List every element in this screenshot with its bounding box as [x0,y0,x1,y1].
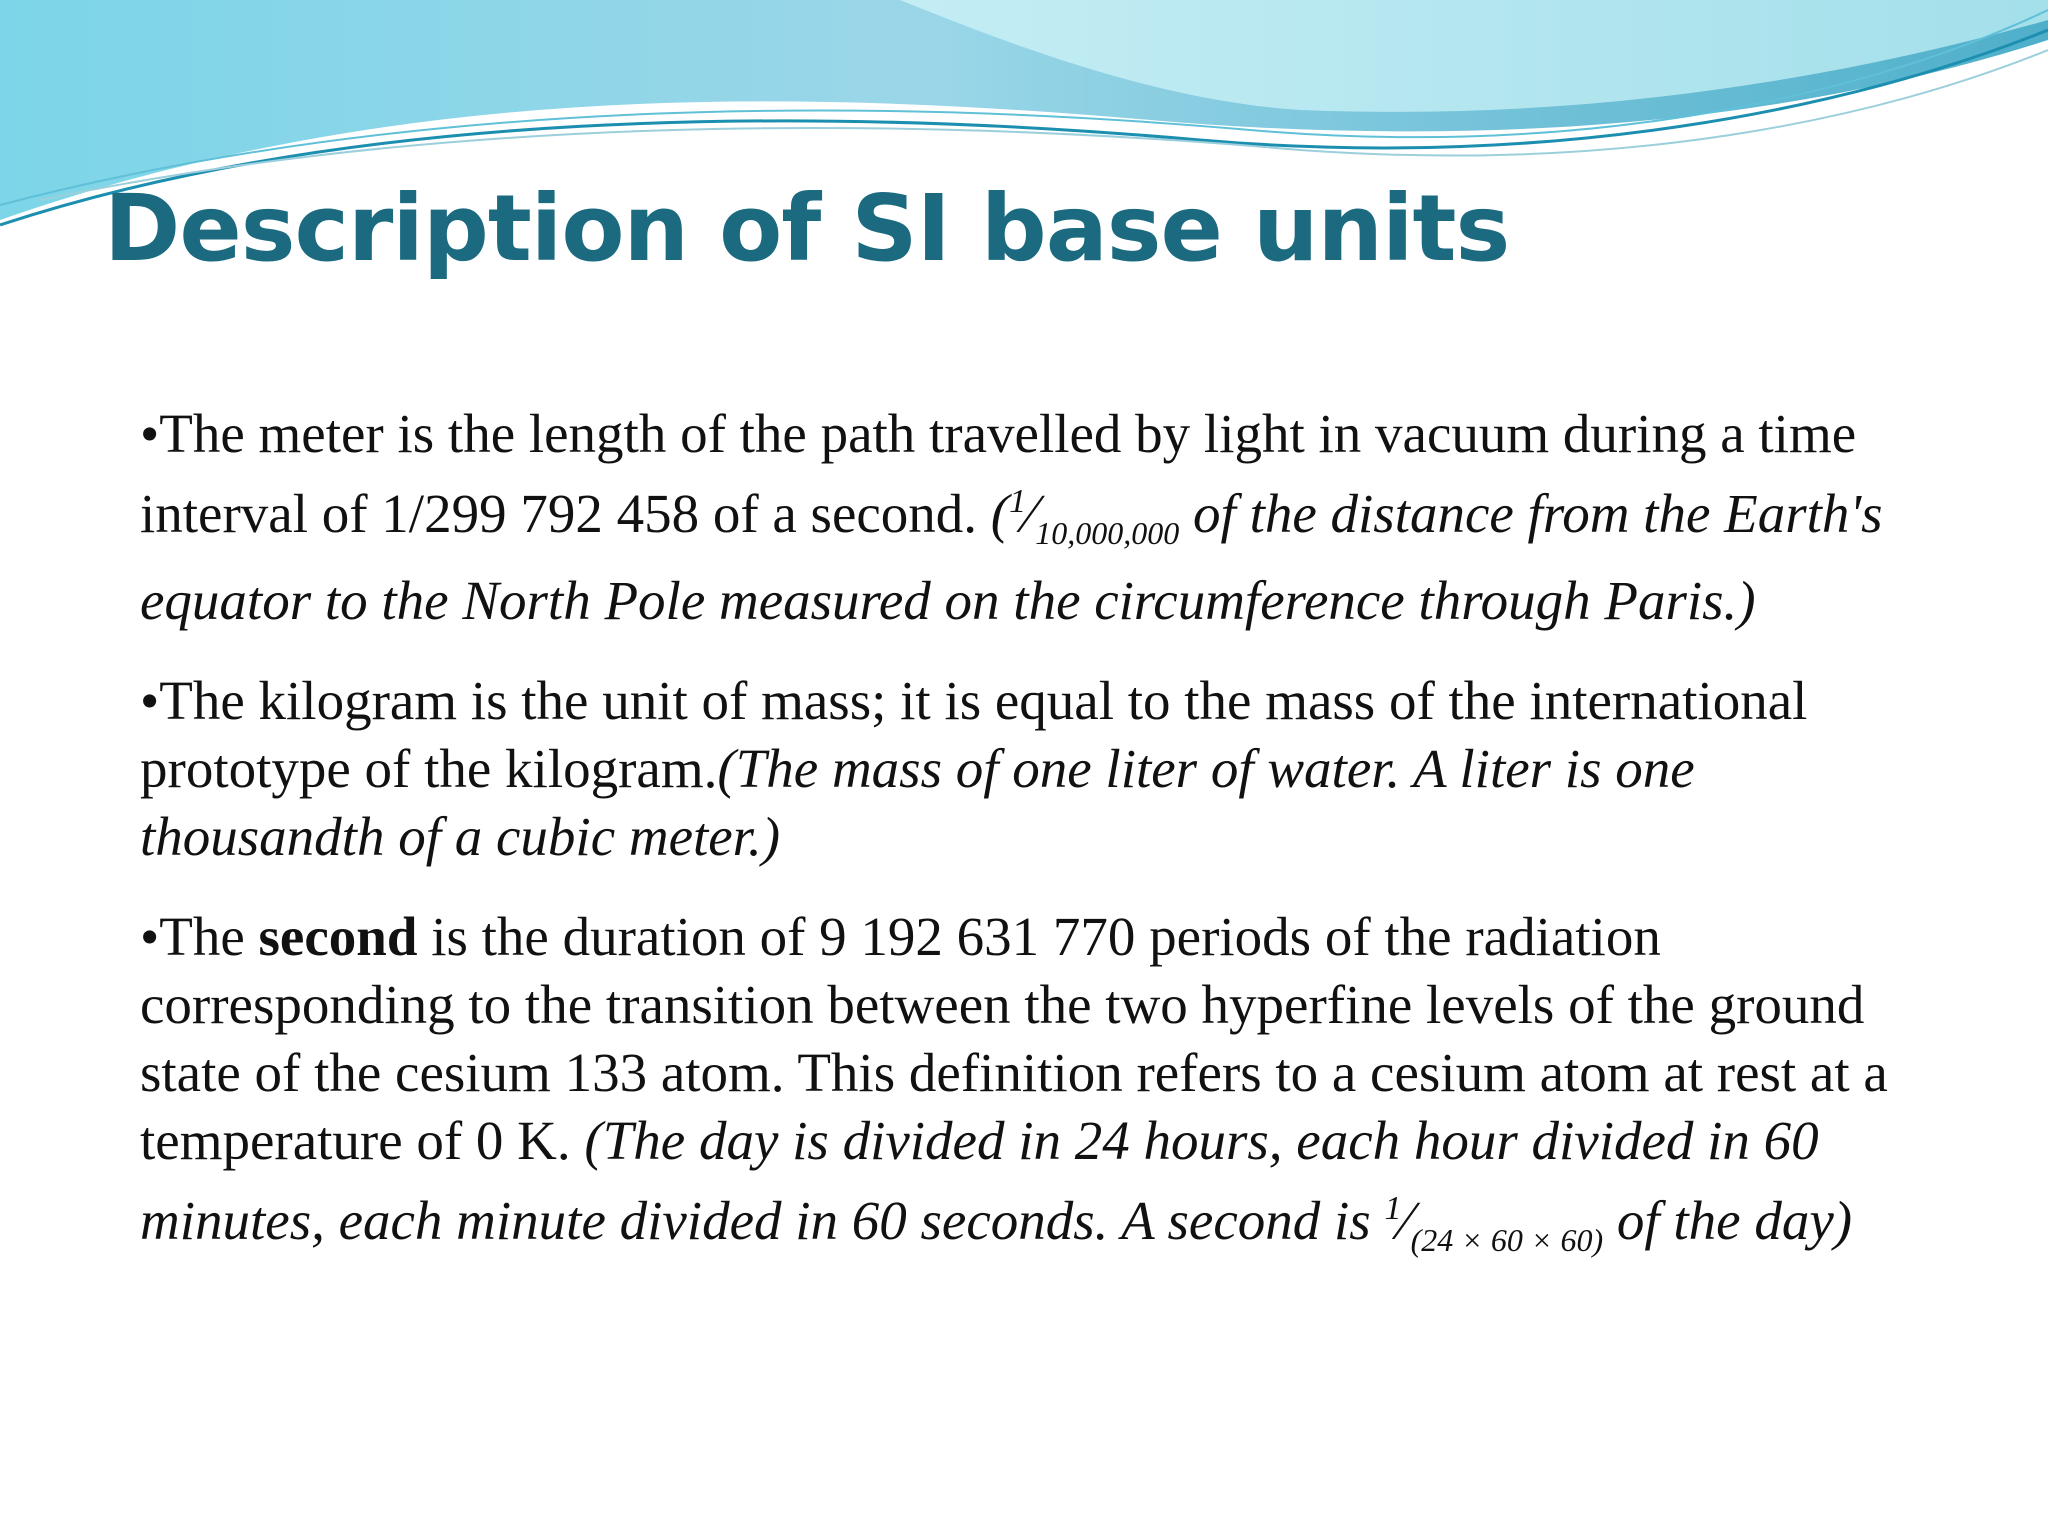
second-fraction-slash: ⁄ [1401,1190,1411,1251]
second-definition: is the duration of 9 192 631 770 periods of the radiation corresponding to the transition between the two hyperfine levels of the ground state of the cesium 133 atom. This definition refers to a cesium atom at rest at a temperature of 0 K. [140,906,1888,1171]
meter-definition: The meter is the length of the path travelled by light in vacuum during a time interval of 1/299 792 458 of a second. [140,403,1857,544]
meter-fraction [1009,483,1180,551]
bullet-marker: • [140,906,160,967]
meter-fraction-slash: ⁄ [1026,483,1036,544]
meter-fraction-numerator: 1 [1009,483,1027,520]
slide-title: Description of SI base units [104,175,1510,282]
bullet-marker: • [140,670,160,731]
bullet-marker: • [140,403,160,464]
second-fraction-denominator: (24 × 60 × 60) [1410,1222,1604,1258]
second-bold-word: second [258,906,418,967]
kilogram-historical-note: (The mass of one liter of water. A liter is one thousandth of a cubic meter.) [140,738,1695,867]
second-text-pre: The [159,906,259,967]
bullet-list [140,400,1940,1306]
meter-historical-note: of the distance from the Earth's equator to the North Pole measured on the circumference through Paris.) [140,483,1883,631]
bullet-meter [140,400,1940,635]
meter-fraction-denominator: 10,000,000 [1035,515,1180,551]
meter-open-paren: ( [990,483,1010,544]
second-note-tail: of the day) [1603,1190,1853,1251]
kilogram-definition: The kilogram is the unit of mass; it is equal to the mass of the international prototype of the kilogram. [140,670,1808,799]
second-fraction [1384,1190,1604,1258]
second-fraction-numerator: 1 [1384,1190,1402,1227]
second-historical-note: (The day is divided in 24 hours, each hour divided in 60 minutes, each minute divided in 60 seconds. A second is [140,1110,1819,1251]
bullet-kilogram [140,667,1940,871]
bullet-second [140,903,1940,1274]
